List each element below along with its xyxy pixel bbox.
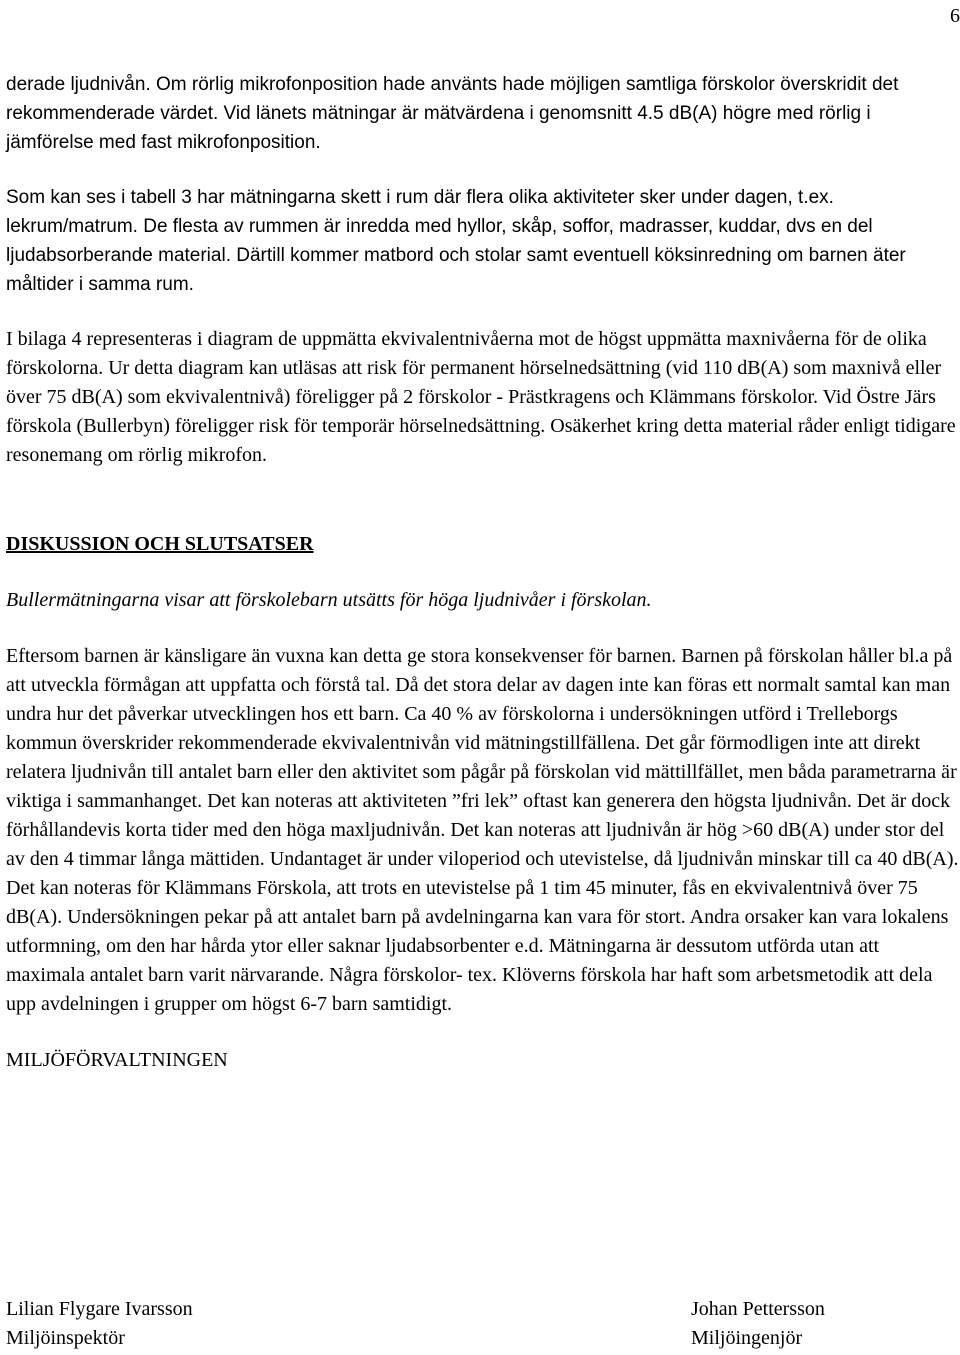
signature-right-name: Johan Pettersson: [691, 1298, 825, 1320]
page-number: 6: [950, 5, 960, 27]
signature-right-title: Miljöingenjör: [691, 1327, 803, 1349]
body-text: [6, 70, 960, 1075]
paragraph-discussion: Eftersom barnen är känsligare än vuxna kan detta ge stora konsekvenser för barnen. Barnen på förskolan håller bl.a på att utveckla förmågan att uppfatta och förstå tal. Då det stora delar av dagen inte kan föras ett normalt samtal kan man undra hur det påverkar utvecklingen hos ett barn. Ca 40 % av förskolorna i undersökningen utförd i Trelleborgs kommun överskrider rekommenderade ekvivalentnivån vid mätningstillfällena. Det går förmodligen inte att direkt relatera ljudnivån till antalet barn eller den aktivitet som pågår på förskolan vid mättillfället, men båda parametrarna är viktiga i sammanhanget. Det kan noteras att aktiviteten ”fri lek” oftast kan generera den högsta ljudnivån. Det är dock förhållandevis korta tider med den höga maxljudnivån. Det kan noteras att ljudnivån är hög >60 dB(A) under stor del av den 4 timmar långa mättiden. Undantaget är under viloperiod och utevistelse, då ljudnivån minskar till ca 40 dB(A). Det kan noteras för Klämmans Förskola, att trots en utevistelse på 1 tim 45 minuter, fås en ekvivalentnivå över 75 dB(A). Undersökningen pekar på att antalet barn på avdelningarna kan vara för stort. Andra orsaker kan vara lokalens utformning, om den har hårda ytor eller saknar ljudabsorbenter e.d. Mätningarna är dessutom utförda utan att maximala antalet barn varit närvarande. Några förskolor- tex. Klöverns förskola har haft som arbetsmetodik att dela upp avdelningen i grupper om högst 6-7 barn samtidigt.: [6, 645, 959, 1015]
paragraph-rooms: Som kan ses i tabell 3 har mätningarna skett i rum där flera olika aktiviteter sker under dagen, t.ex. lekrum/matrum. De flesta av rummen är inredda med hyllor, skåp, soffor, madrasser, kuddar, dvs en del ljudabsorberande material. Därtill kommer matbord och stolar samt eventuell köksinredning om barnen äter måltider i samma rum.: [6, 187, 906, 295]
section-heading: DISKUSSION OCH SLUTSATSER: [6, 533, 314, 555]
signature-left-name: Lilian Flygare Ivarsson: [6, 1298, 193, 1320]
signature-right: [691, 1295, 825, 1353]
department-name: MILJÖFÖRVALTNINGEN: [6, 1049, 228, 1071]
signature-left-title: Miljöinspektör: [6, 1327, 125, 1349]
paragraph-microphone-position: derade ljudnivån. Om rörlig mikrofonposition hade använts hade möjligen samtliga förskolor överskridit det rekommenderade värdet. Vid länets mätningar är mätvärdena i genomsnitt 4.5 dB(A) högre med rörlig i jämförelse med fast mikrofonposition.: [6, 74, 899, 153]
signature-left: [6, 1295, 193, 1353]
signatures: [6, 1295, 956, 1355]
paragraph-appendix-4: I bilaga 4 representeras i diagram de uppmätta ekvivalentnivåerna mot de högst uppmätta maxnivåerna för de olika förskolorna. Ur detta diagram kan utläsas att risk för permanent hörselnedsättning (vid 110 dB(A) som maxnivå eller över 75 dB(A) som ekvivalentnivå) föreligger på 2 förskolor - Prästkragens och Klämmans förskolor. Vid Östre Järs förskola (Bullerbyn) föreligger risk för temporär hörselnedsättning. Osäkerhet kring detta material råder enligt tidigare resonemang om rörlig mikrofon.: [6, 328, 956, 466]
emphasis-statement: Bullermätningarna visar att förskolebarn utsätts för höga ljudnivåer i förskolan.: [6, 589, 652, 611]
